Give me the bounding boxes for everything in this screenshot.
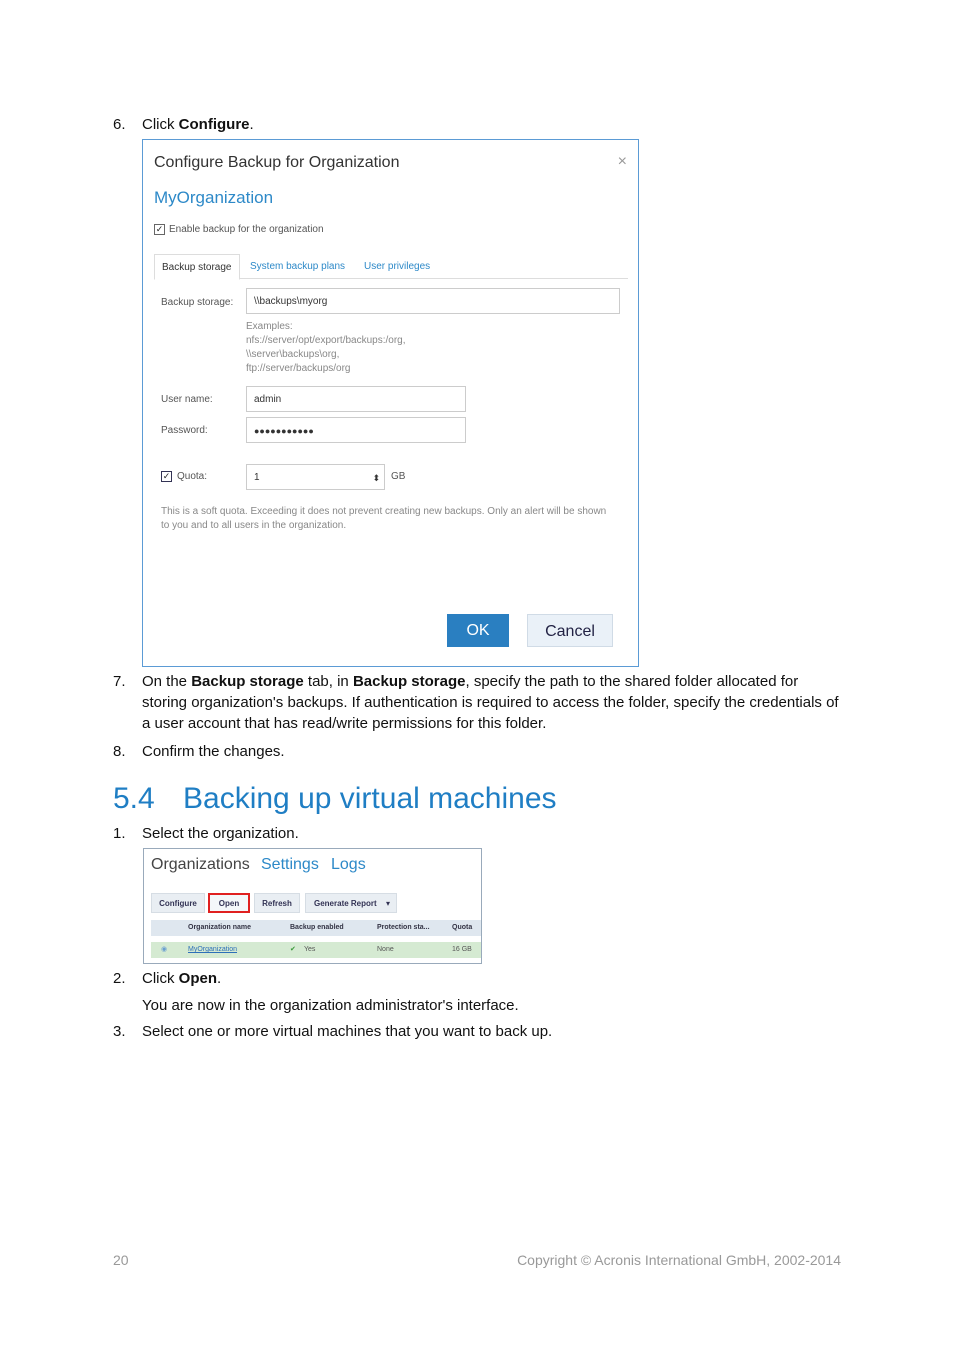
tab-user-privileges[interactable]: User privileges [364,261,431,272]
backup-storage-input[interactable]: \\backups\myorg [246,288,620,314]
chevron-down-icon: ▾ [385,899,390,908]
step-text: On the [142,673,192,690]
step-suffix: . [249,116,254,133]
generate-report-button[interactable] [305,893,397,913]
tab-organizations[interactable]: Organizations [151,856,250,873]
step-bold: Backup storage [352,673,466,690]
backup-enabled-value: Yes [304,946,316,953]
step-bold: Configure [178,116,250,133]
close-icon[interactable]: × [617,153,627,170]
step-suffix: . [217,970,222,987]
step-number: 1. [113,825,126,842]
dialog-title: Configure Backup for Organization [154,154,400,171]
section-title: Backing up virtual machines [183,782,557,815]
col-quota[interactable]: Quota [452,924,473,931]
copyright: Copyright © Acronis International GmbH, 2002-2014 [517,1252,841,1268]
username-label: User name: [161,394,213,405]
section-number: 5.4 [113,782,155,815]
quota-checkbox[interactable]: ✓ [162,471,171,481]
enable-backup-label: Enable backup for the organization [169,224,324,235]
quota-value: 16 GB [452,946,472,953]
spinner-icon[interactable]: ⬍ [372,473,380,483]
col-protection-status[interactable]: Protection sta... [377,924,430,931]
step-number: 3. [113,1023,126,1040]
organization-icon: ◉ [161,946,168,953]
storage-examples [246,320,406,376]
tab-logs[interactable]: Logs [331,856,366,873]
step-number: 6. [113,116,126,133]
step-text: Select one or more virtual machines that you want to back up. [142,1023,553,1040]
col-backup-enabled[interactable]: Backup enabled [290,924,344,931]
tab-system-backup-plans[interactable]: System backup plans [250,261,346,272]
examples-heading: Examples: [246,321,293,332]
check-icon: ✔ [290,946,296,953]
table-header [151,920,481,936]
col-organization-name[interactable]: Organization name [188,924,252,931]
configure-button[interactable]: Configure [151,893,205,913]
organization-name: MyOrganization [154,188,274,207]
password-label: Password: [161,425,208,436]
quota-note: This is a soft quota. Exceeding it does not prevent creating new backups. Only an alert will be shown to you and to all users in the organization. [161,506,607,531]
tab-backup-storage[interactable]: Backup storage [154,254,240,280]
organizations-screenshot [143,848,482,964]
quota-value: 1 [254,472,260,483]
password-input[interactable]: ●●●●●●●●●●● [246,417,466,443]
dialog-tabs [154,254,628,279]
refresh-button[interactable]: Refresh [254,893,300,913]
step-text: , specify the path to the shared folder allocated for storing organization's backups. If authentication is required to access the folder, specify the credentials of a user account that has read/write permissions for this folder. [142,673,839,732]
username-input[interactable]: admin [246,386,466,412]
step-text: Click [142,970,179,987]
generate-report-label: Generate Report [314,899,377,908]
cancel-button[interactable]: Cancel [527,614,613,647]
backup-storage-label: Backup storage: [161,297,234,308]
step-text: Select the organization. [142,825,299,842]
quota-label: Quota: [177,471,208,482]
step-text: Click [142,116,179,133]
step-number: 2. [113,970,126,987]
step-bold: Backup storage [191,673,304,690]
example-nfs: nfs://server/opt/export/backups:/org, [246,335,406,346]
table-row[interactable] [151,942,481,958]
configure-backup-dialog [142,139,639,667]
open-button[interactable]: Open [208,893,250,913]
page-number: 20 [113,1252,129,1268]
tab-settings[interactable]: Settings [261,856,319,873]
quota-unit: GB [391,471,406,482]
ok-button[interactable]: OK [447,614,509,647]
step-note-text: You are now in the organization administrator's interface. [142,997,519,1014]
example-smb: \\server\backups\org, [246,349,340,360]
step-text: tab, in [303,673,353,690]
step-number: 8. [113,743,126,760]
step-bold: Open [178,970,218,987]
quota-input[interactable] [246,464,385,490]
step-number: 7. [113,673,126,690]
quota-row[interactable] [161,471,207,482]
step-text: Confirm the changes. [142,743,285,760]
protection-status-value: None [377,946,394,953]
example-ftp: ftp://server/backups/org [246,363,351,374]
enable-backup-checkbox[interactable]: ✓ [155,224,164,234]
enable-backup-row[interactable] [154,224,324,235]
organization-link[interactable]: MyOrganization [188,946,238,953]
